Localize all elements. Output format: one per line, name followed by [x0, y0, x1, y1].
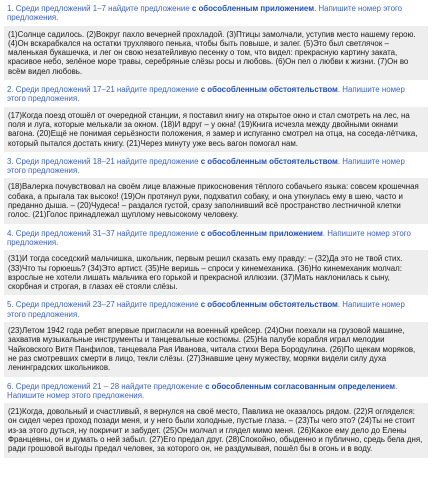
task-4 — [4, 227, 428, 296]
task-6 — [4, 380, 428, 458]
task-5 — [4, 298, 428, 376]
question-keyword: с обособленным приложением — [191, 4, 315, 13]
question-text: 1. Среди предложений 1–7 найдите предложение — [7, 4, 192, 13]
task-text: (21)Когда, довольный и счастливый, я вернулся на своё место, Павлика не оказалось рядом. (22)Я огляделся: он сидел через проход позади меня, и у него были холодные, пустые глаза. – (23)Ты чего это? (24)Ты не стоит из-за этого дуться, ну покричит и забудет. (25)Он молчал и глядел мимо меня. (26)Какое ему дело до Елены Францевны, он и думать о ней забыл. (27)Его предал друг. (28)Спокойно, обыденно и публично, средь бела дня, ради грошовой выгоды предал человек, за которого он, не раздумывая, пошёл бы в огонь и в воду. — [4, 403, 428, 457]
task-question — [4, 380, 428, 403]
task-question — [4, 155, 428, 178]
question-text: 5. Среди предложений 23–27 найдите предложение — [7, 300, 201, 310]
question-keyword: с обособленным обстоятельством — [200, 300, 338, 310]
question-keyword: с обособленным согласованным определением — [205, 381, 396, 391]
question-keyword: с обособленным обстоятельством — [200, 156, 338, 166]
task-question — [4, 298, 428, 321]
task-text: (17)Когда поезд отошёл от очередной станции, я поставил книгу на открытое окно и стал смотреть на лес, на поля и луга, которые мелькали за окном. (18)И вдруг – у окна! (19)Книга исчезла между двойными окнами вагона. (20)Ещё не понимая серьёзности положения, я замер и испуганно смотрел на отца, на соседа-лётчика, который пытался достать книгу. (21)Через минуту уже весь вагон помогал нам. — [4, 107, 428, 152]
question-text-end: . Напишите номер этого предложения. — [7, 300, 405, 319]
task-1 — [4, 2, 428, 80]
task-3 — [4, 155, 428, 224]
question-keyword: с обособленным обстоятельством — [200, 85, 338, 95]
task-text: (31)И тогда соседский мальчишка, школьник, первым решил сказать ему правду: – (32)Да это не твой стих. (33)Что ты горюешь? (34)Это артист. (35)Не веришь – спроси у кинемеханика. (36)Но кинемеханик молчал: взрослые не хотели лишать мальчика его горькой и прекрасной иллюзии. (37)Мать наклонилась к сыну, скорбная и строгая, в глазах её стояли слёзы. — [4, 250, 428, 295]
question-text: 3. Среди предложений 18–21 найдите предложение — [7, 156, 201, 166]
task-question — [4, 2, 428, 25]
task-2 — [4, 83, 428, 152]
task-question — [4, 83, 428, 106]
question-keyword: с обособленным приложением — [200, 228, 323, 238]
task-question — [4, 227, 428, 250]
question-text: 4. Среди предложений 31–37 найдите предложение — [7, 228, 201, 238]
task-text: (18)Валерка почувствовал на своём лице влажные прикосновения тёплого собачьего языка: совсем крошечная собака, а прыгала так высоко! (19)Он протянул руки, подхватил собаку, и она уткнулась ему в шею, часто и преданно дыша. – (20)Чудеса! – раздался густой, сразу заполнивший всё пространство лестничной клетки голос. (21)Голос принадлежал щуплому невысокому человеку. — [4, 178, 428, 223]
task-text: (23)Летом 1942 года ребят впервые пригласили на военный крейсер. (24)Они поехали на грузовой машине, захватив музыкальные инструменты и танцевальные костюмы. (25)На палубе корабля играл мелодии Чайковского Витя Панфилов, танцевала Рая Иванова, читала стихи Вера Бородулина. (26)По щекам моряков, не раз смотревших смерти в лицо, текли слёзы. (27)Знавшие цену мужеству, моряки видели силу духа ленинградских школьников. — [4, 322, 428, 376]
question-text-end: . Напишите номер этого предложения. — [7, 4, 403, 23]
question-text: 6. Среди предложений 21 – 28 найдите предложение — [7, 381, 206, 391]
question-text-end: . Напишите номер этого предложения. — [7, 156, 405, 176]
question-text-end: . Напишите номер этого предложения. — [7, 85, 405, 104]
question-text: 2. Среди предложений 17–21 найдите предложение — [7, 85, 201, 95]
task-text: (1)Солнце садилось. (2)Вокруг пахло вечерней прохладой. (3)Птицы замолчали, уступив место нашему герою. (4)Он вскарабкался на остатки трухлявого пенька, чтобы быть повыше, и залег. (5)Это был светлячок – маленькая букашечка, и лег он свою незатейливую песенку о том, что видел: прекрасную картину заката, красивое небо, зелёное море травы, серебряные слёзы росы и любовь. (6)Он пел о любви к жизни. (7)Он во всём видел любовь. — [4, 26, 428, 80]
question-text-end: . Напишите номер этого предложения. — [7, 381, 398, 400]
question-text-end: . Напишите номер этого предложения. — [7, 228, 411, 247]
